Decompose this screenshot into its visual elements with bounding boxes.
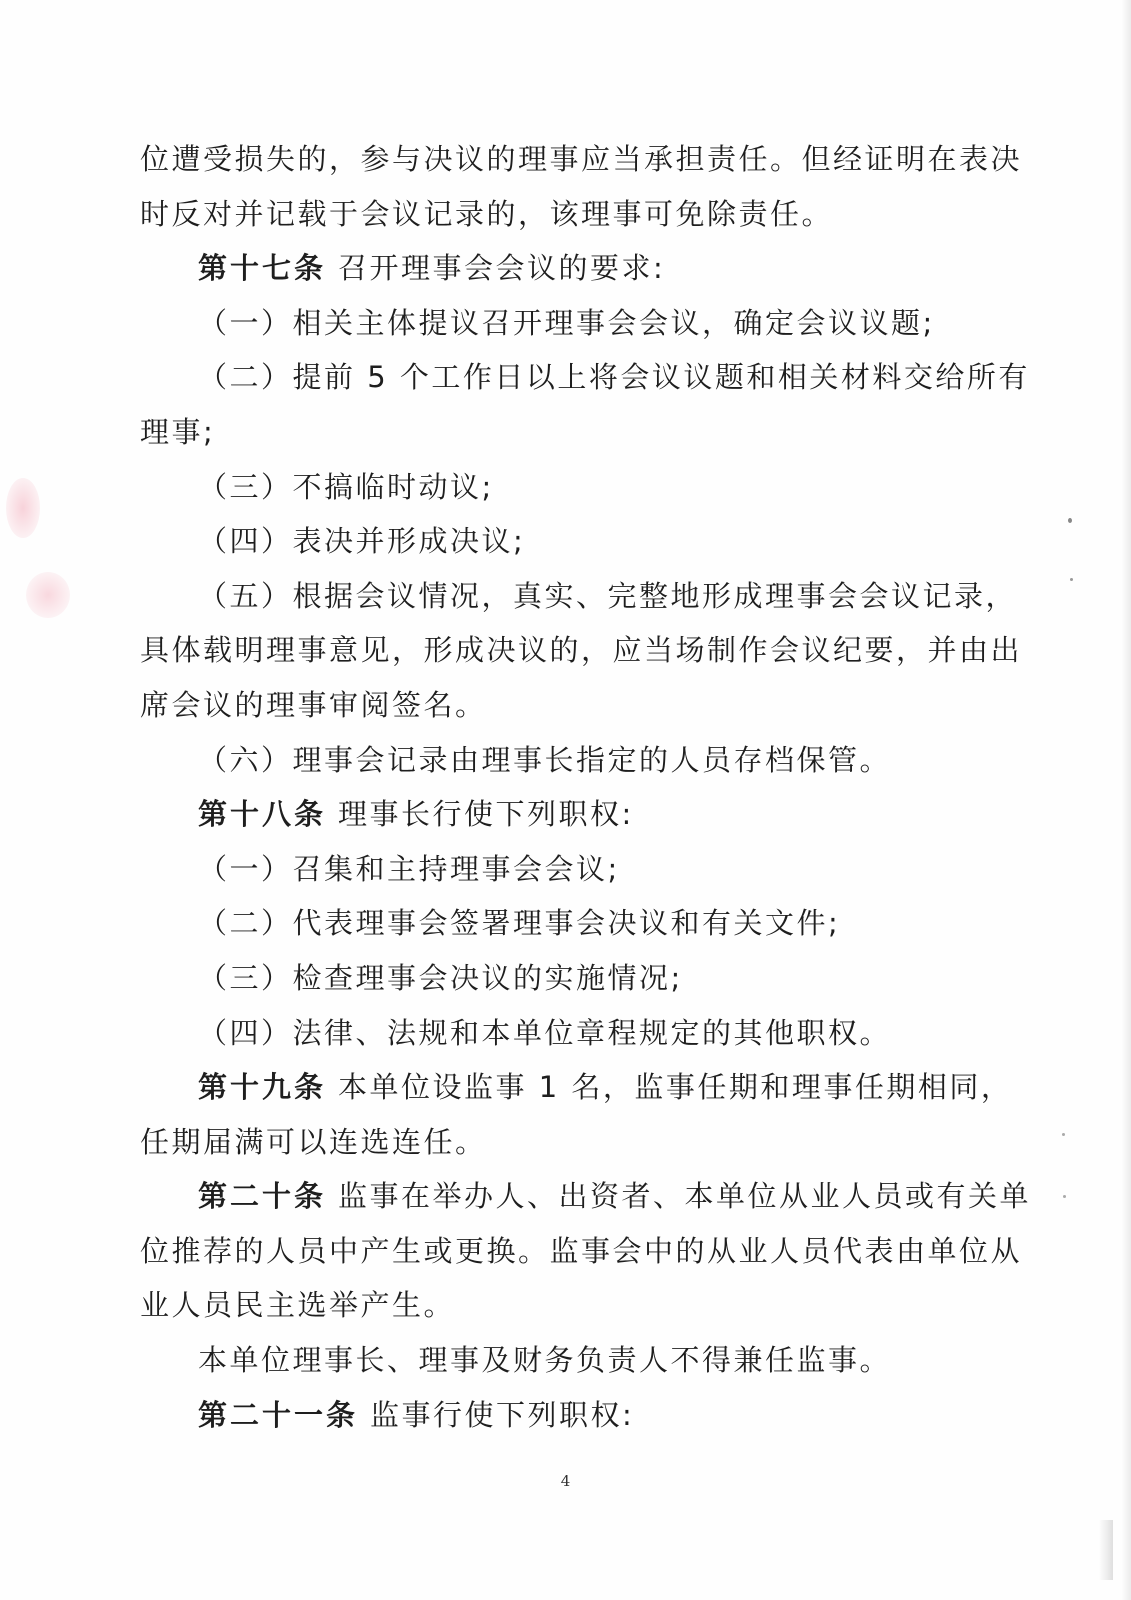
line-text: 具体载明理事意见，形成决议的，应当场制作会议纪要，并由出 xyxy=(140,633,1023,668)
scan-speck xyxy=(1070,578,1073,581)
line-text: （五）根据会议情况，真实、完整地形成理事会会议记录， xyxy=(198,578,1018,613)
text-line xyxy=(140,241,980,296)
text-line xyxy=(140,787,980,842)
page-number: 4 xyxy=(560,1472,571,1490)
line-text: （六）理事会记录由理事长指定的人员存档保管。 xyxy=(198,742,892,777)
text-line xyxy=(140,514,980,569)
text-line xyxy=(140,1115,980,1170)
line-text: 理事; xyxy=(140,414,216,449)
line-text: （一）召集和主持理事会会议; xyxy=(198,851,620,886)
text-line xyxy=(140,350,1030,405)
line-text: （二）提前 5 个工作日以上将会议议题和相关材料交给所有 xyxy=(198,360,1030,395)
article-heading: 第十九条 xyxy=(198,1070,327,1105)
text-line xyxy=(140,460,980,515)
article-heading: 第十八条 xyxy=(198,797,327,832)
line-text: （三）不搞临时动议; xyxy=(198,469,494,504)
stamp-trace xyxy=(6,478,40,538)
article-heading: 第二十一条 xyxy=(198,1397,359,1432)
scan-speck xyxy=(1063,1195,1066,1198)
text-line xyxy=(140,1278,980,1333)
scan-speck xyxy=(1068,518,1072,523)
text-line xyxy=(140,569,1018,624)
stamp-trace xyxy=(26,572,70,618)
text-line xyxy=(140,1388,980,1443)
document-body xyxy=(140,132,1032,1442)
text-line xyxy=(140,187,980,242)
line-text: 席会议的理事审阅签名。 xyxy=(140,687,487,722)
line-text: （四）法律、法规和本单位章程规定的其他职权。 xyxy=(198,1015,892,1050)
line-text: 位遭受损失的，参与决议的理事应当承担责任。但经证明在表决 xyxy=(140,142,1023,176)
text-line xyxy=(140,132,1023,187)
text-line xyxy=(140,842,980,897)
line-text: 本单位理事长、理事及财务负责人不得兼任监事。 xyxy=(198,1343,892,1378)
text-line xyxy=(140,623,1023,678)
line-text: 监事行使下列职权: xyxy=(370,1397,635,1432)
line-text: （三）检查理事会决议的实施情况; xyxy=(198,960,683,995)
text-line xyxy=(140,296,980,351)
line-text: 本单位设监事 1 名，监事任期和理事任期相同， xyxy=(338,1070,1013,1105)
line-text: 召开理事会会议的要求: xyxy=(338,251,666,286)
text-line xyxy=(140,1169,1032,1224)
text-line xyxy=(140,1224,1023,1279)
line-text: 时反对并记载于会议记录的，该理事可免除责任。 xyxy=(140,196,834,231)
text-line xyxy=(140,951,980,1006)
text-line xyxy=(140,1333,980,1388)
line-text: 理事长行使下列职权: xyxy=(338,797,634,832)
line-text: 任期届满可以连选连任。 xyxy=(140,1124,487,1159)
text-line xyxy=(140,678,980,733)
article-heading: 第十七条 xyxy=(198,251,327,286)
line-text: （一）相关主体提议召开理事会会议，确定会议议题; xyxy=(198,305,935,340)
scan-edge-shadow xyxy=(1121,0,1131,1600)
line-text: 业人员民主选举产生。 xyxy=(140,1288,456,1323)
line-text: 监事在举办人、出资者、本单位从业人员或有关单 xyxy=(338,1179,1032,1214)
text-line xyxy=(140,405,980,460)
text-line xyxy=(140,1006,980,1061)
text-line xyxy=(140,733,980,788)
article-heading: 第二十条 xyxy=(198,1179,327,1214)
text-line xyxy=(140,896,980,951)
scan-speck xyxy=(1062,1133,1065,1136)
line-text: （四）表决并形成决议; xyxy=(198,524,526,559)
line-text: 位推荐的人员中产生或更换。监事会中的从业人员代表由单位从 xyxy=(140,1233,1023,1268)
scan-corner-fold xyxy=(1099,1520,1113,1580)
text-line xyxy=(140,1060,1013,1115)
line-text: （二）代表理事会签署理事会决议和有关文件; xyxy=(198,906,841,941)
